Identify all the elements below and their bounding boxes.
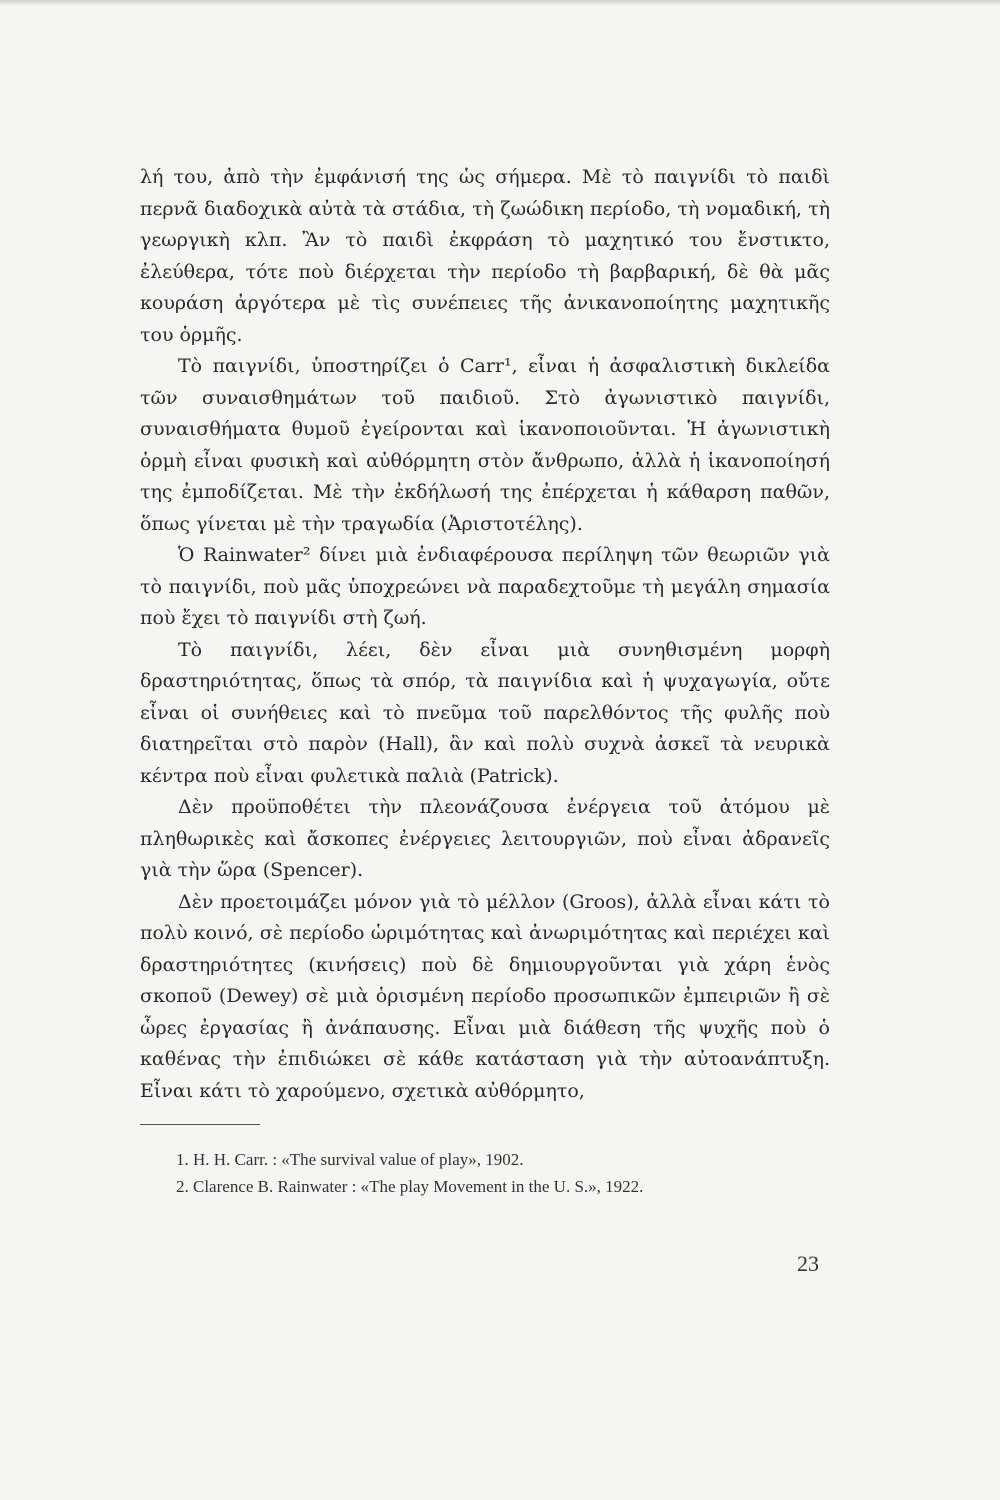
footnote-divider xyxy=(140,1124,260,1125)
footnote-2: 2. Clarence B. Rainwater : «The play Movement in the U. S.», 1922. xyxy=(176,1177,644,1196)
paragraph-3: Ὁ Rainwater² δίνει μιὰ ἐνδιαφέρουσα περίληψη τῶν θεωριῶν γιὰ τὸ παιγνίδι, ποὺ μᾶς ὑποχρεώνει νὰ παραδεχτοῦμε τὴ μεγάλη σημασία ποὺ ἔχει τὸ παιγνίδι στὴ ζωή. xyxy=(140,544,830,629)
page-number: 23 xyxy=(797,1251,819,1276)
paragraph-5: Δὲν προϋποθέτει τὴν πλεονάζουσα ἐνέργεια τοῦ ἀτόμου μὲ πληθωρικὲς καὶ ἄσκοπες ἐνέργειες λειτουργιῶν, ποὺ εἶναι ἀδρανεῖς γιὰ τὴν ὥρα (Spencer). xyxy=(140,796,830,881)
paragraph-4: Τὸ παιγνίδι, λέει, δὲν εἶναι μιὰ συνηθισμένη μορφὴ δραστηριότητας, ὅπως τὰ σπόρ, τὰ παιγνίδια καὶ ἡ ψυχαγωγία, οὔτε εἶναι οἱ συνήθειες καὶ τὸ πνεῦμα τοῦ παρελθόντος τῆς φυλῆς ποὺ διατηρεῖται στὸ παρὸν (Hall), ἂν καὶ πολὺ συχνὰ ἀσκεῖ τὰ νευρικὰ κέντρα ποὺ εἶναι φυλετικὰ παλιὰ (Patrick). xyxy=(140,638,830,787)
paragraph-6: Δὲν προετοιμάζει μόνον γιὰ τὸ μέλλον (Groos), ἀλλὰ εἶναι κάτι τὸ πολὺ κοινό, σὲ περίοδο ὡριμότητας καὶ ἀνωριμότητας καὶ περιέχει καὶ δραστηριότητες (κινήσεις) ποὺ δὲ δημιουργοῦνται γιὰ χάρη ἑνὸς σκοποῦ (Dewey) σὲ μιὰ ὁρισμένη περίοδο προσωπικῶν ἐμπειριῶν ἢ σὲ ὧρες ἐργασίας ἢ ἀνάπαυσης. Εἶναι μιὰ διάθεση τῆς ψυχῆς ποὺ ὁ καθένας τὴν ἐπιδιώκει σὲ κάθε κατάσταση γιὰ τὴν αὐτοανάπτυξη. Εἶναι κάτι τὸ χαρούμενο, σχετικὰ αὐθόρμητο, xyxy=(140,890,830,1102)
paragraph-2: Τὸ παιγνίδι, ὑποστηρίζει ὁ Carr¹, εἶναι ἡ ἀσφαλιστικὴ δικλείδα τῶν συναισθημάτων τοῦ παιδιοῦ. Στὸ ἀγωνιστικὸ παιγνίδι, συναισθήματα θυμοῦ ἐγείρονται καὶ ἱκανοποιοῦνται. Ἡ ἀγωνιστικὴ ὁρμὴ εἶναι φυσικὴ καὶ αὐθόρμητη στὸν ἄνθρωπο, ἀλλὰ ἡ ἱκανοποίησή της ἐμποδίζεται. Μὲ τὴν ἐκδήλωσή της ἐπέρχεται ἡ κάθαρση παθῶν, ὅπως γίνεται μὲ τὴν τραγωδία (Ἀριστοτέλης). xyxy=(140,355,830,535)
body-text xyxy=(140,162,830,1107)
paragraph-1: λή του, ἀπὸ τὴν ἐμφάνισή της ὡς σήμερα. Μὲ τὸ παιγνίδι τὸ παιδὶ περνᾶ διαδοχικὰ αὐτὰ τὰ στάδια, τὴ ζωώδικη περίοδο, τὴ νομαδική, τὴ γεωργικὴ κλπ. Ἂν τὸ παιδὶ ἐκφράση τὸ μαχητικό του ἔνστικτο, ἐλεύθερα, τότε ποὺ διέρχεται τὴν περίοδο τὴ βαρβαρική, δὲ θὰ μᾶς κουράση ἀργότερα μὲ τὶς συνέπειες τῆς ἀνικανοποίητης μαχητικῆς του ὁρμῆς. xyxy=(140,166,830,346)
footnote-1: 1. H. H. Carr. : «The survival value of play», 1902. xyxy=(176,1150,524,1169)
page-edge-shadow xyxy=(0,0,1000,6)
footnotes xyxy=(140,1146,830,1200)
